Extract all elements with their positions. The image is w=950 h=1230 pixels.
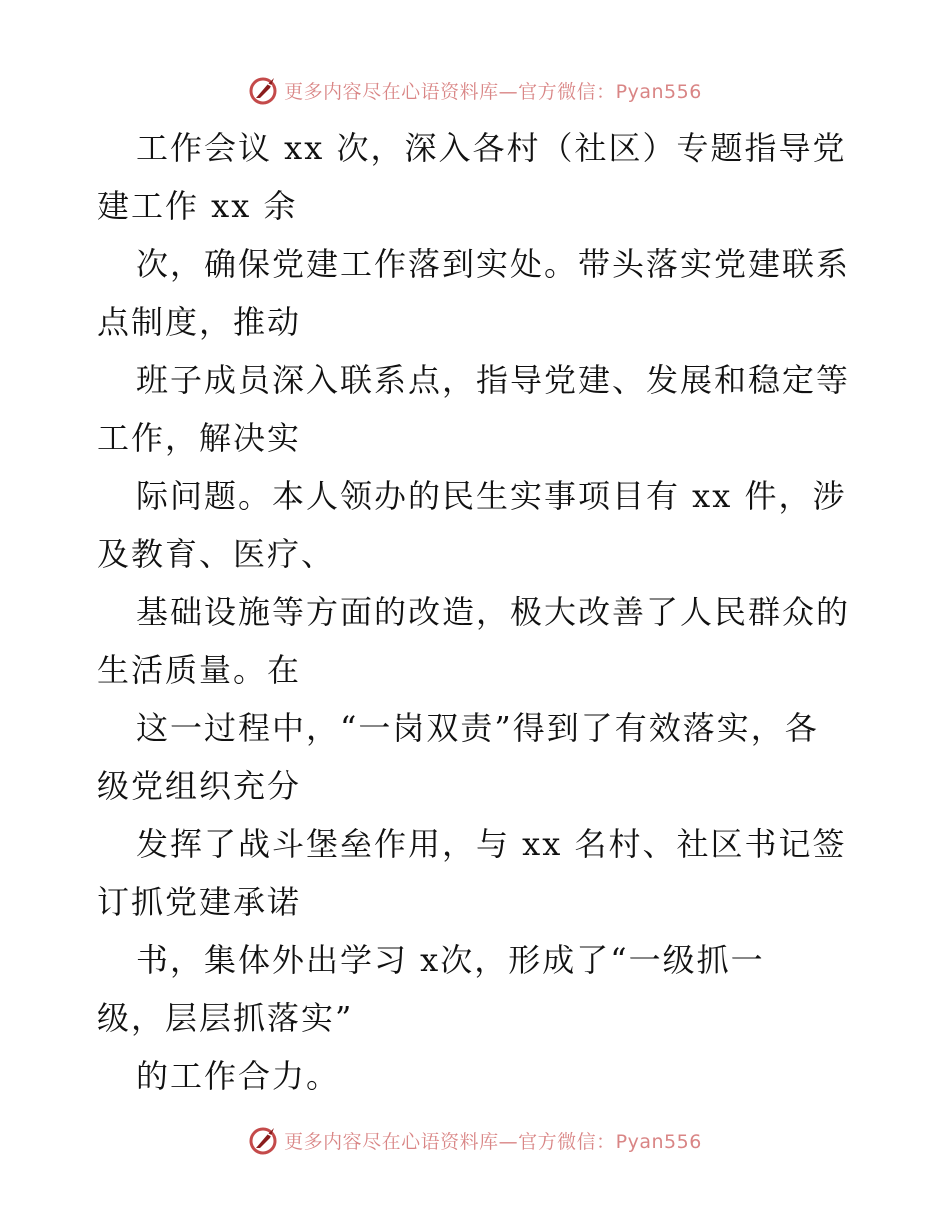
text-line: 工作会议 xx 次，深入各村（社区）专题指导党 (136, 129, 847, 167)
text-line: 基础设施等方面的改造，极大改善了人民群众的 (136, 593, 851, 631)
header-banner (0, 70, 950, 110)
quill-pen-logo-icon (248, 1124, 280, 1156)
text-line: 订抓党建承诺 (97, 883, 302, 921)
text-line: 及教育、医疗、 (97, 535, 336, 573)
text-line: 点制度，推动 (97, 303, 302, 341)
footer-banner (0, 1120, 950, 1160)
text-line: 生活质量。在 (97, 651, 302, 689)
quill-pen-logo-icon (248, 74, 280, 106)
text-line: 这一过程中，“一岗双责”得到了有效落实，各 (136, 709, 819, 747)
footer-banner-text: 更多内容尽在心语资料库—官方微信：Pyan556 (284, 1130, 702, 1153)
text-line: 际问题。本人领办的民生实事项目有 xx 件，涉 (136, 477, 847, 515)
text-line: 级，层层抓落实” (97, 999, 354, 1037)
text-line: 的工作合力。 (136, 1057, 341, 1095)
text-line: 级党组织充分 (97, 767, 302, 805)
text-line: 班子成员深入联系点，指导党建、发展和稳定等 (136, 361, 851, 399)
text-line: 书，集体外出学习 x次，形成了“一级抓一 (136, 941, 765, 979)
text-line: 发挥了战斗堡垒作用，与 xx 名村、社区书记签 (136, 825, 847, 863)
text-line: 次，确保党建工作落到实处。带头落实党建联系 (136, 245, 851, 283)
text-line: 工作，解决实 (97, 419, 302, 457)
header-banner-text: 更多内容尽在心语资料库—官方微信：Pyan556 (284, 80, 702, 103)
text-line: 建工作 xx 余 (97, 187, 298, 225)
